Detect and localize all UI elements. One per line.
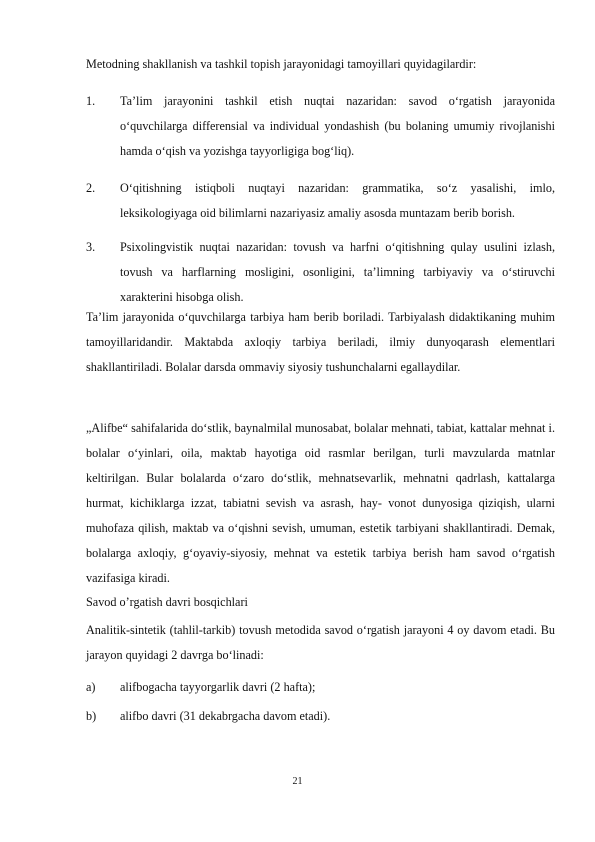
principle-number-1: 1. [86, 94, 96, 108]
intro-line: Metodning shakllanish va tashkil topish jarayonidagi tamoyillari quyidagilardir: [86, 57, 477, 71]
principle-text-3: Psixolingvistik nuqtai nazaridan: tovush va harfni o‘qitishning qulay usulini izlash, tovush va harflarning mosligini, osonligini, ta’limning tarbiyaviy va o‘stiruvchi xarakterini hisobga olish. [120, 240, 555, 304]
stage-number-a: a) [86, 680, 96, 694]
page-number: 21 [292, 776, 303, 787]
principle-text-1: Ta’lim jarayonini tashkil etish nuqtai nazaridan: savod o‘rgatish jarayonida o‘quvchilarga differensial va individual yondashish (bu bolaning umumiy rivojlanishi hamda o‘qish va yozishga tayyorligiga bog‘liq). [120, 94, 555, 158]
stage-text-b: alifbo davri (31 dekabrgacha davom etadi). [120, 709, 331, 723]
paragraph-analitik: Analitik-sintetik (tahlil-tarkib) tovush metodida savod o‘rgatish jarayoni 4 oy davom etadi. Bu jarayon quyidagi 2 davrga bo‘linadi: [86, 623, 555, 662]
stage-number-b: b) [86, 709, 97, 723]
stage-text-a: alifbogacha tayyorgarlik davri (2 hafta); [120, 680, 316, 694]
principle-text-2: O‘qitishning istiqboli nuqtayi nazaridan: grammatika, so‘z yasalishi, imlo, leksikologiyaga oid bilimlarni nazariyasiz amaliy asosda muntazam berib borish. [120, 181, 555, 220]
section-heading: Savod o’rgatish davri bosqichlari [86, 595, 248, 609]
paragraph-tarbiya: Ta’lim jarayonida o‘quvchilarga tarbiya ham berib boriladi. Tarbiyalash didaktikaning muhim tamoyillaridandir. Maktabda axloqiy tarbiya beriladi, ilmiy dunyoqarash elementlari shakllantiriladi. Bolalar darsda ommaviy siyosiy tushunchalarni egallaydilar. [86, 310, 555, 374]
principle-number-3: 3. [86, 240, 96, 254]
principle-number-2: 2. [86, 181, 96, 195]
paragraph-alifbe: „Alifbe“ sahifalarida do‘stlik, baynalmilal munosabat, bolalar mehnati, tabiat, kattalar mehnat i. bolalar o‘yinlari, oila, maktab hayotiga oid rasmlar berilgan, turli mavzularda matnlar keltirilgan. Bular bolalarda o‘zaro do‘stlik, mehnatsevarlik, mehnatni qadrlash, kattalarga hurmat, kichiklarga izzat, tabiatni sevish va asrash, hay- vonot dunyosiga qiziqish, ularni muhofaza qilish, maktab va o‘qishni sevish, umuman, estetik tarbiyani shakllantiradi. Demak, bolalarga axloqiy, g‘oyaviy-siyosiy, mehnat va estetik tarbiya berish ham savod o‘rgatish vazifasiga kiradi. [86, 421, 555, 585]
